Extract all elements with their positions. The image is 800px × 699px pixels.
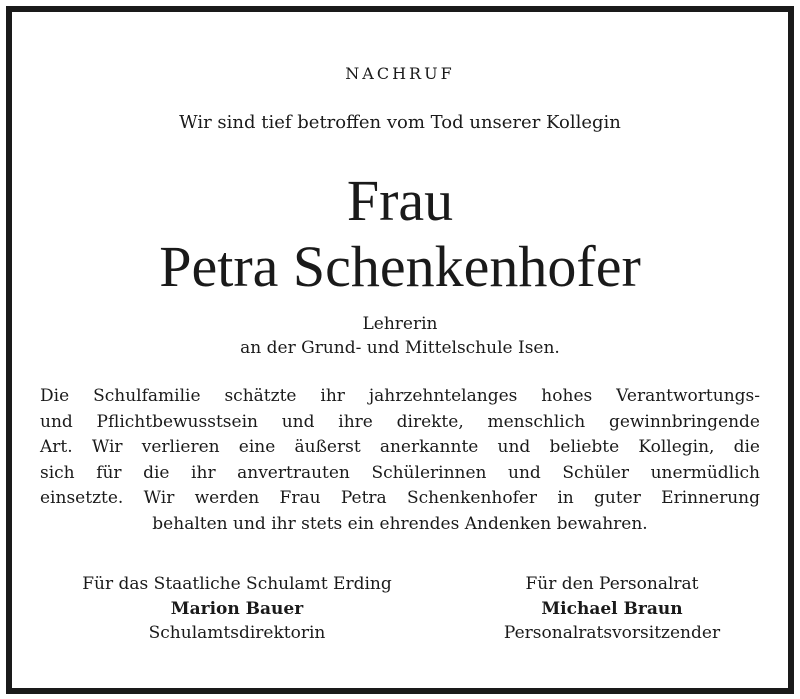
body-line: behalten und ihr stets ein ehrendes Andenken bewahren. — [152, 513, 648, 534]
body-line: Art. Wir verlieren eine äußerst anerkannte und beliebte Kollegin, die — [40, 437, 760, 457]
body-line: einsetzte. Wir werden Frau Petra Schenkenhofer in guter Erinnerung — [40, 488, 760, 508]
signature-org: Für das Staatliche Schulamt Erding — [82, 574, 392, 594]
signature-block-schulamt — [42, 572, 432, 646]
obituary-body — [40, 384, 760, 537]
signature-name: Michael Braun — [541, 598, 683, 619]
signature-title: Personalratsvorsitzender — [503, 623, 721, 643]
obituary-frame — [6, 6, 794, 694]
deceased-school: an der Grund- und Mittelschule Isen. — [240, 338, 560, 358]
deceased-name: Petra Schenkenhofer — [159, 234, 641, 299]
signature-block-personalrat — [452, 572, 772, 646]
obituary-heading: NACHRUF — [345, 64, 455, 83]
signature-org: Für den Personalrat — [525, 574, 699, 594]
signature-title: Schulamtsdirektorin — [148, 623, 326, 643]
signature-name: Marion Bauer — [170, 598, 304, 619]
intro-text: Wir sind tief betroffen vom Tod unserer Kollegin — [179, 112, 621, 133]
deceased-role: Lehrerin — [362, 314, 438, 334]
body-line: Die Schulfamilie schätzte ihr jahrzehntelanges hohes Verantwortungs- — [40, 386, 760, 406]
deceased-salutation: Frau — [346, 168, 454, 233]
body-line: und Pflichtbewusstsein und ihre direkte, menschlich gewinnbringende — [40, 411, 760, 432]
body-line: sich für die ihr anvertrauten Schülerinnen und Schüler unermüdlich — [40, 462, 760, 483]
